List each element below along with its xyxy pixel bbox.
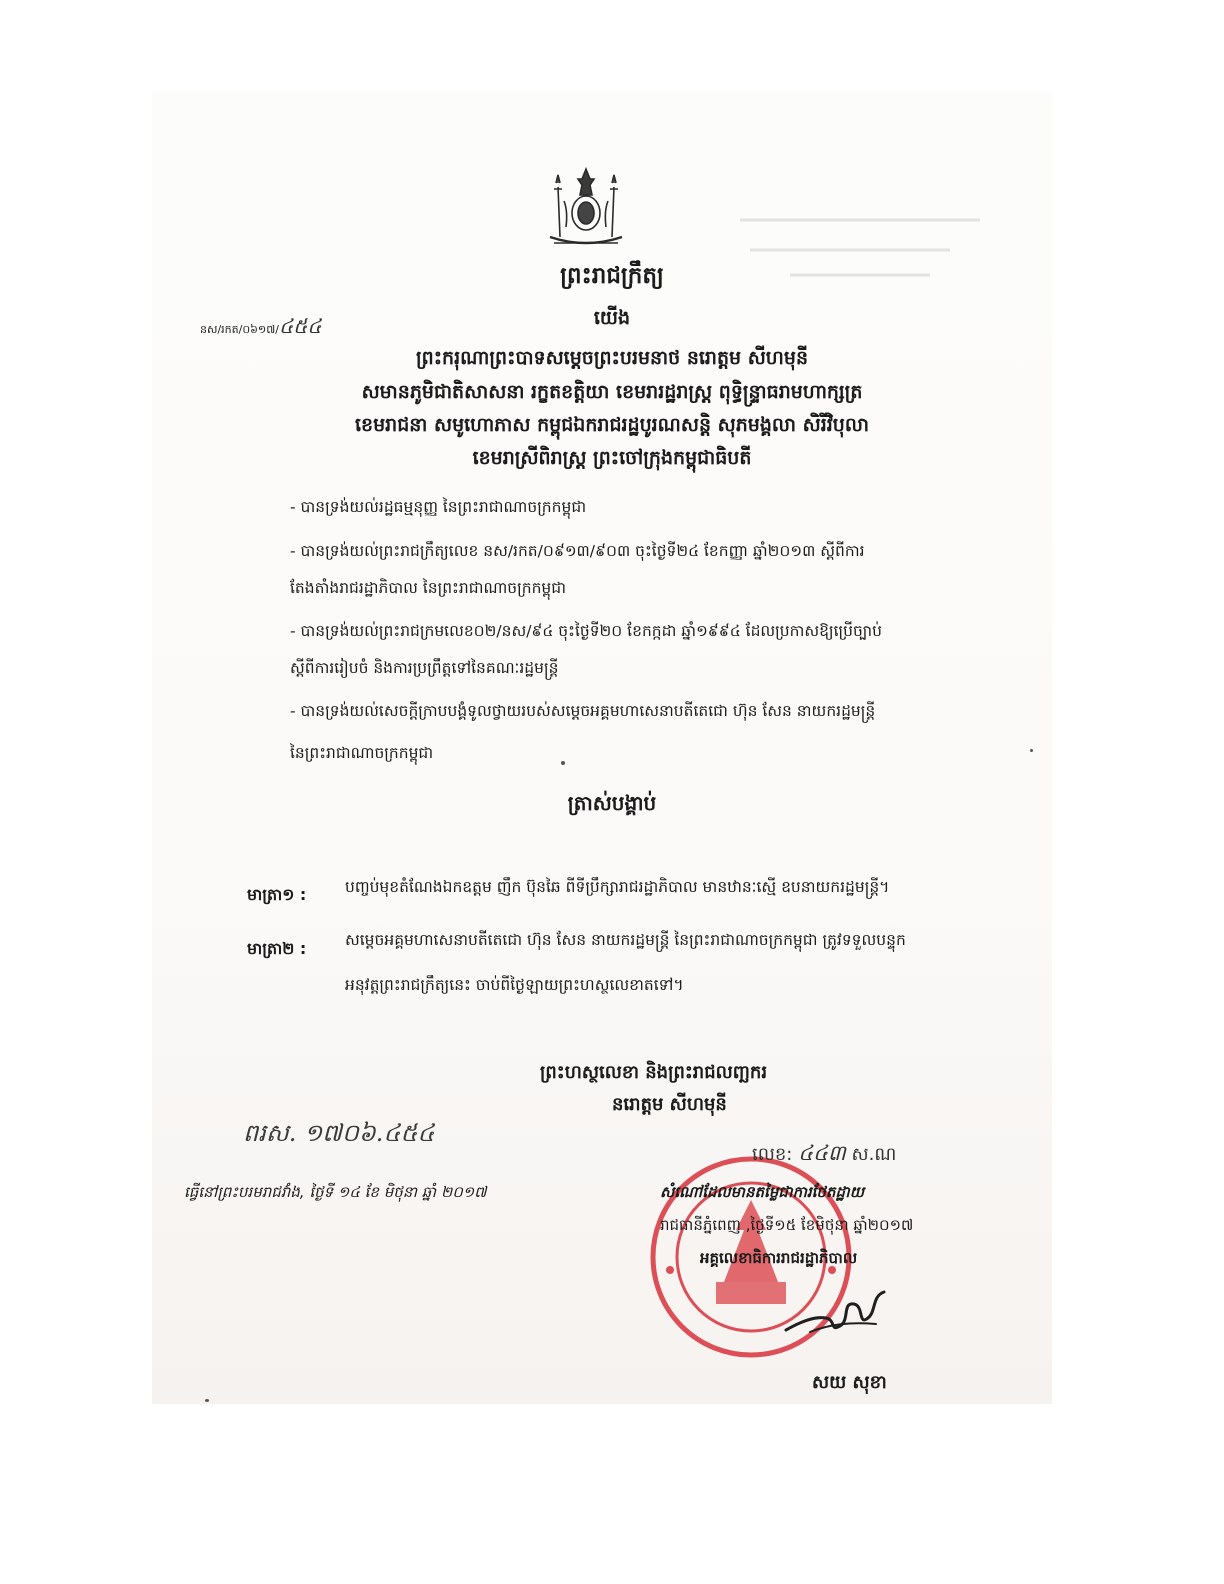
preamble-line: តែងតាំងរាជរដ្ឋាភិបាល នៃព្រះរាជាណាចក្រកម្ពុជា — [290, 579, 567, 597]
handwritten-registry-number: ពរស. ១៧០៦.៤៥៤ — [243, 1119, 435, 1147]
document-subtitle: យើង — [593, 307, 631, 329]
copy-number — [752, 1140, 896, 1171]
scan-speck — [205, 1399, 209, 1402]
copy-number-label: លេខ: — [752, 1144, 793, 1165]
certified-place-date: រាជធានីភ្នំពេញ ,ថ្ងៃទី១៥ ខែមិថុនា ឆ្នាំ២០១៧ — [660, 1216, 914, 1234]
preamble-line: - បានទ្រង់យល់ព្រះរាជក្រឹត្យលេខ នស/រកត/០៩១៣/៩០៣ ចុះថ្ងៃទី២៤ ខែកញ្ញា ឆ្នាំ២០១៣ ស្តីពីការ — [290, 542, 865, 560]
preamble-line: - បានទ្រង់យល់សេចក្តីក្រាបបង្គំទូលថ្វាយរបស់សម្តេចអគ្គមហាសេនាបតីតេជោ ហ៊ុន សែន នាយករដ្ឋមន្ត្រី — [290, 702, 876, 720]
document-title: ព្រះរាជក្រឹត្យ — [560, 263, 664, 289]
handwritten-signature-icon — [780, 1282, 890, 1344]
reference-handwritten: ៤៥៤ — [278, 314, 322, 338]
king-title-line-3: ខេមរាជនា សមូហោភាស កម្ពុជឯករាជរដ្ឋបូរណសន្តិ សុភមង្គលា សិរីវិបុលា — [355, 414, 869, 436]
issued-place-date: ធ្វើនៅព្រះបរមរាជវាំង, ថ្ងៃទី ១៤ ខែ មិថុនា ឆ្នាំ ២០១៧ — [184, 1183, 487, 1201]
king-title-line-2: សមានភូមិជាតិសាសនា រក្ខតខត្តិយា ខេមរារដ្ឋរាស្ត្រ ពុទ្ធិន្ទ្រាធរាមហាក្សត្រ — [361, 381, 863, 403]
decree-heading: ត្រាស់បង្គាប់ — [567, 791, 657, 815]
certified-copy-line: សំណៅដែលមានតម្លៃជាការថែតដ្ឋាយ — [660, 1183, 864, 1201]
article-1-text: បញ្ចប់មុខតំណែងឯកឧត្តម ញឹក ប៊ុនឆៃ ពីទីប្រឹក្សារាជរដ្ឋាភិបាល មានឋានៈស្មើ ឧបនាយករដ្ឋមន្ត្រី។ — [345, 878, 890, 896]
preamble-line: - បានទ្រង់យល់ព្រះរាជក្រមលេខ០២/នស/៩៤ ចុះថ្ងៃទី២០ ខែកក្កដា ឆ្នាំ១៩៩៤ ដែលប្រកាសឱ្យប្រើច្បាប់ — [290, 622, 882, 640]
scan-speck — [561, 761, 565, 765]
king-title-line-4: ខេមរាស្រីពិរាស្ត្រ ព្រះចៅក្រុងកម្ពុជាធិបតី — [472, 447, 752, 469]
signer-name: សយ សុខា — [812, 1372, 887, 1393]
article-2-text: សម្តេចអគ្គមហាសេនាបតីតេជោ ហ៊ុន សែន នាយករដ្ឋមន្ត្រី នៃព្រះរាជាណាចក្រកម្ពុជា ត្រូវទទួលបន្ទុក — [345, 931, 906, 949]
article-2-label: មាត្រា២ : — [247, 939, 307, 958]
reference-prefix: នស/រកត/០៦១៧/ — [200, 323, 279, 336]
scan-speck — [1030, 749, 1033, 752]
royal-coat-of-arms-icon — [540, 165, 632, 251]
preamble-line: ស្តីពីការរៀបចំ និងការប្រព្រឹត្តទៅនៃគណៈរដ្ឋមន្ត្រី — [290, 659, 559, 677]
reference-number — [200, 313, 321, 343]
king-title-line-1: ព្រះករុណាព្រះបាទសម្តេចព្រះបរមនាថ នរោត្តម សីហមុនី — [415, 347, 809, 369]
copy-number-value: ៤៤៣ — [798, 1141, 846, 1165]
preamble-line: នៃព្រះរាជាណាចក្រកម្ពុជា — [290, 744, 434, 762]
secretary-general-title: អគ្គលេខាធិការរាជរដ្ឋាភិបាល — [700, 1249, 858, 1267]
article-1-label: មាត្រា១ : — [247, 885, 307, 904]
king-name: នរោត្តម សីហមុនី — [612, 1094, 727, 1115]
article-2-text-continued: អនុវត្តព្រះរាជក្រឹត្យនេះ ចាប់ពីថ្ងៃឡាយព្រះហស្ថលេខាតទៅ។ — [345, 976, 684, 994]
preamble-line: - បានទ្រង់យល់រដ្ឋធម្មនុញ្ញ នៃព្រះរាជាណាចក្រកម្ពុជា — [290, 498, 587, 516]
copy-number-suffix: ស.ណ — [851, 1144, 897, 1165]
royal-signature-line: ព្រះហស្ថលេខា និងព្រះរាជលញ្ឆករ — [540, 1062, 768, 1083]
